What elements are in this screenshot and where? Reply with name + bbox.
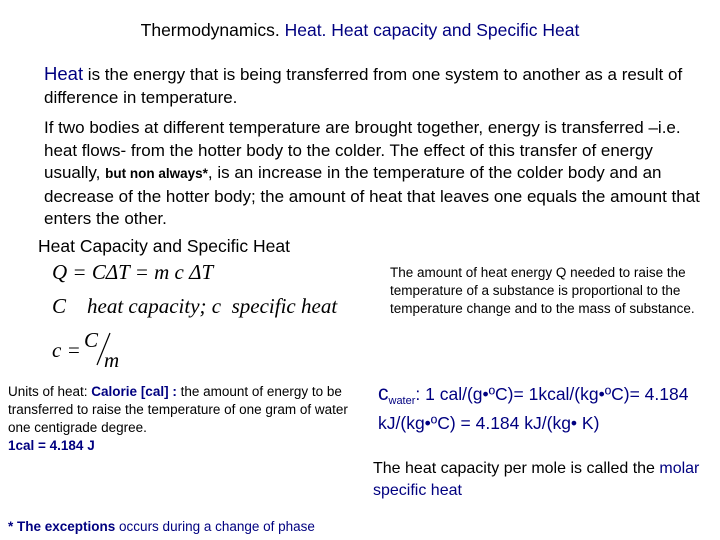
c-subscript: water [388,395,416,407]
formula-heat-equation: Q = CΔT = m c ΔT [52,260,214,284]
heat-term: Heat [44,63,84,84]
footnote-emphasis: * The exceptions [8,519,116,534]
units-description: the amount of energy to be transferred to raise the temperature of one gram of water one centigrade degree. [8,384,348,435]
slide-title [0,20,720,41]
footnote-text: occurs during a change of phase [115,519,315,534]
calorie-joule-equivalence: 1cal = 4.184 J [8,438,95,453]
molar-text: The heat capacity per mole is called the [373,460,660,477]
water-specific-heat [378,383,718,434]
paragraph-text-before: If two bodies at different temperature are brought together, energy is transferred –i.e. heat flows- from the hotter body to the colder. The effect of this transfer of energy usually, [44,118,681,182]
heat-transfer-paragraph [44,117,704,231]
c-symbol: c [378,382,389,405]
units-label: Units of heat: [8,384,92,399]
heat-definition [44,62,684,109]
q-explanation: The amount of heat energy Q needed to raise the temperature of a substance is proportional to the temperature change and to the mass of substance. [390,265,695,316]
title-prefix: Thermodynamics. [140,20,285,40]
heat-definition-text: is the energy that is being transferred from one system to another as a result of difference in temperature. [44,65,683,107]
footnote [8,519,315,534]
units-of-heat [8,383,358,455]
paragraph-emphasis: but non always* [105,166,208,181]
calorie-unit: Calorie [cal] : [91,384,177,399]
molar-specific-heat-note [373,458,713,502]
section-heading: Heat Capacity and Specific Heat [38,236,290,256]
formula-lhs: c = [52,338,81,362]
formula-specific-heat [52,328,132,374]
paragraph-text-after: , is an increase in the temperature of the colder body and an decrease of the hotter body; the amount of heat that leaves one equals the amount that enters the other. [44,163,700,228]
title-highlight: Heat. Heat capacity and Specific Heat [284,20,580,40]
formula-numerator: C [84,328,99,352]
formula-denominator: m [104,348,120,372]
molar-highlight: molar specific heat [373,460,700,499]
c-water-expression: : 1 cal/(g•ºC)= 1kcal/(kg•ºC)= 4.184 kJ/(kg•ºC) = 4.184 kJ/(kg• K) [378,384,689,433]
formula-definitions: C heat capacity; c specific heat [52,294,338,318]
